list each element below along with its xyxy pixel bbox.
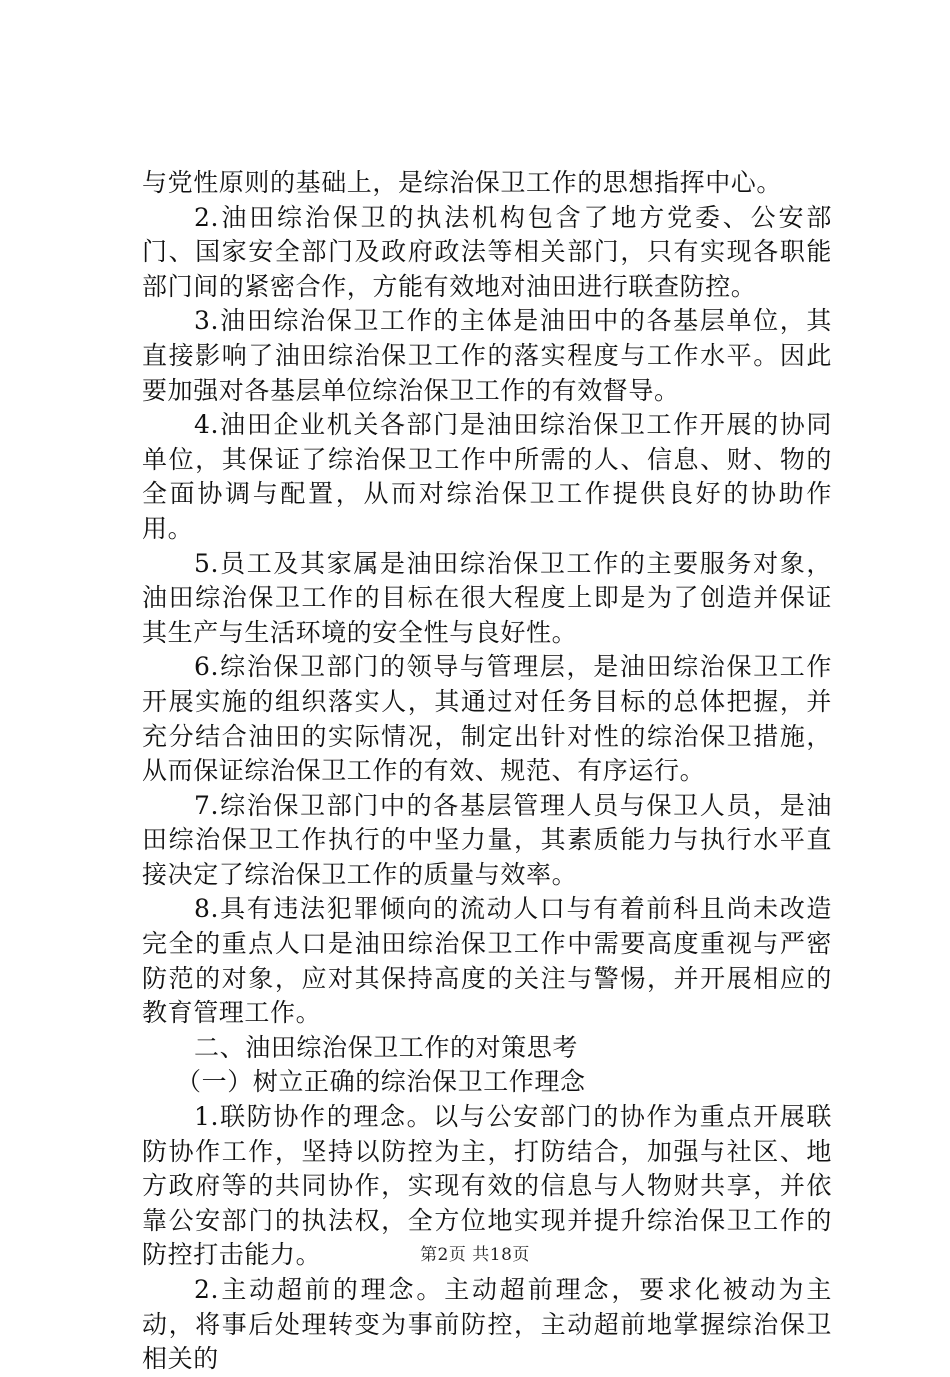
section-heading: 二、油田综治保卫工作的对策思考 xyxy=(194,1032,579,1062)
paragraph-item-2: 2.油田综治保卫的执法机构包含了地方党委、公安部门、国家安全部门及政府政法等相关部门，只有实现各职能部门间的紧密合作，方能有效地对油田进行联查防控。 xyxy=(142,202,832,301)
page-number-label: 第2页 共18页 xyxy=(420,1245,530,1265)
paragraph-concept-1: 1.联防协作的理念。以与公安部门的协作为重点开展联防协作工作，坚持以防控为主，打防结合，加强与社区、地方政府等的共同协作，实现有效的信息与人物财共享，并依靠公安部门的执法权，全方位地实现并提升综治保卫工作的防控打击能力。 xyxy=(142,1102,832,1270)
paragraph-concept-2: 2.主动超前的理念。主动超前理念，要求化被动为主动，将事后处理转变为事前防控，主动超前地掌握综治保卫相关的 xyxy=(142,1275,832,1374)
subsection-heading: （一）树立正确的综治保卫工作理念 xyxy=(176,1067,586,1097)
paragraph-item-5: 5.员工及其家属是油田综治保卫工作的主要服务对象，油田综治保卫工作的目标在很大程度上即是为了创造并保证其生产与生活环境的安全性与良好性。 xyxy=(142,548,832,647)
document-body xyxy=(142,166,832,1377)
paragraph-item-4: 4.油田企业机关各部门是油田综治保卫工作开展的协同单位，其保证了综治保卫工作中所需的人、信息、财、物的全面协调与配置，从而对综治保卫工作提供良好的协助作用。 xyxy=(142,410,832,543)
paragraph-continuation: 与党性原则的基础上，是综治保卫工作的思想指挥中心。 xyxy=(142,168,783,197)
paragraph-item-6: 6.综治保卫部门的领导与管理层，是油田综治保卫工作开展实施的组织落实人，其通过对任务目标的总体把握，并充分结合油田的实际情况，制定出针对性的综治保卫措施，从而保证综治保卫工作的有效、规范、有序运行。 xyxy=(142,652,832,786)
paragraph-item-7: 7.综治保卫部门中的各基层管理人员与保卫人员，是油田综治保卫工作执行的中坚力量，其素质能力与执行水平直接决定了综治保卫工作的质量与效率。 xyxy=(142,790,832,889)
paragraph-item-3: 3.油田综治保卫工作的主体是油田中的各基层单位，其直接影响了油田综治保卫工作的落实程度与工作水平。因此要加强对各基层单位综治保卫工作的有效督导。 xyxy=(142,306,832,405)
page-footer xyxy=(0,1240,950,1265)
paragraph-item-8: 8.具有违法犯罪倾向的流动人口与有着前科且尚未改造完全的重点人口是油田综治保卫工作中需要高度重视与严密防范的对象，应对其保持高度的关注与警惕，并开展相应的教育管理工作。 xyxy=(142,894,832,1028)
